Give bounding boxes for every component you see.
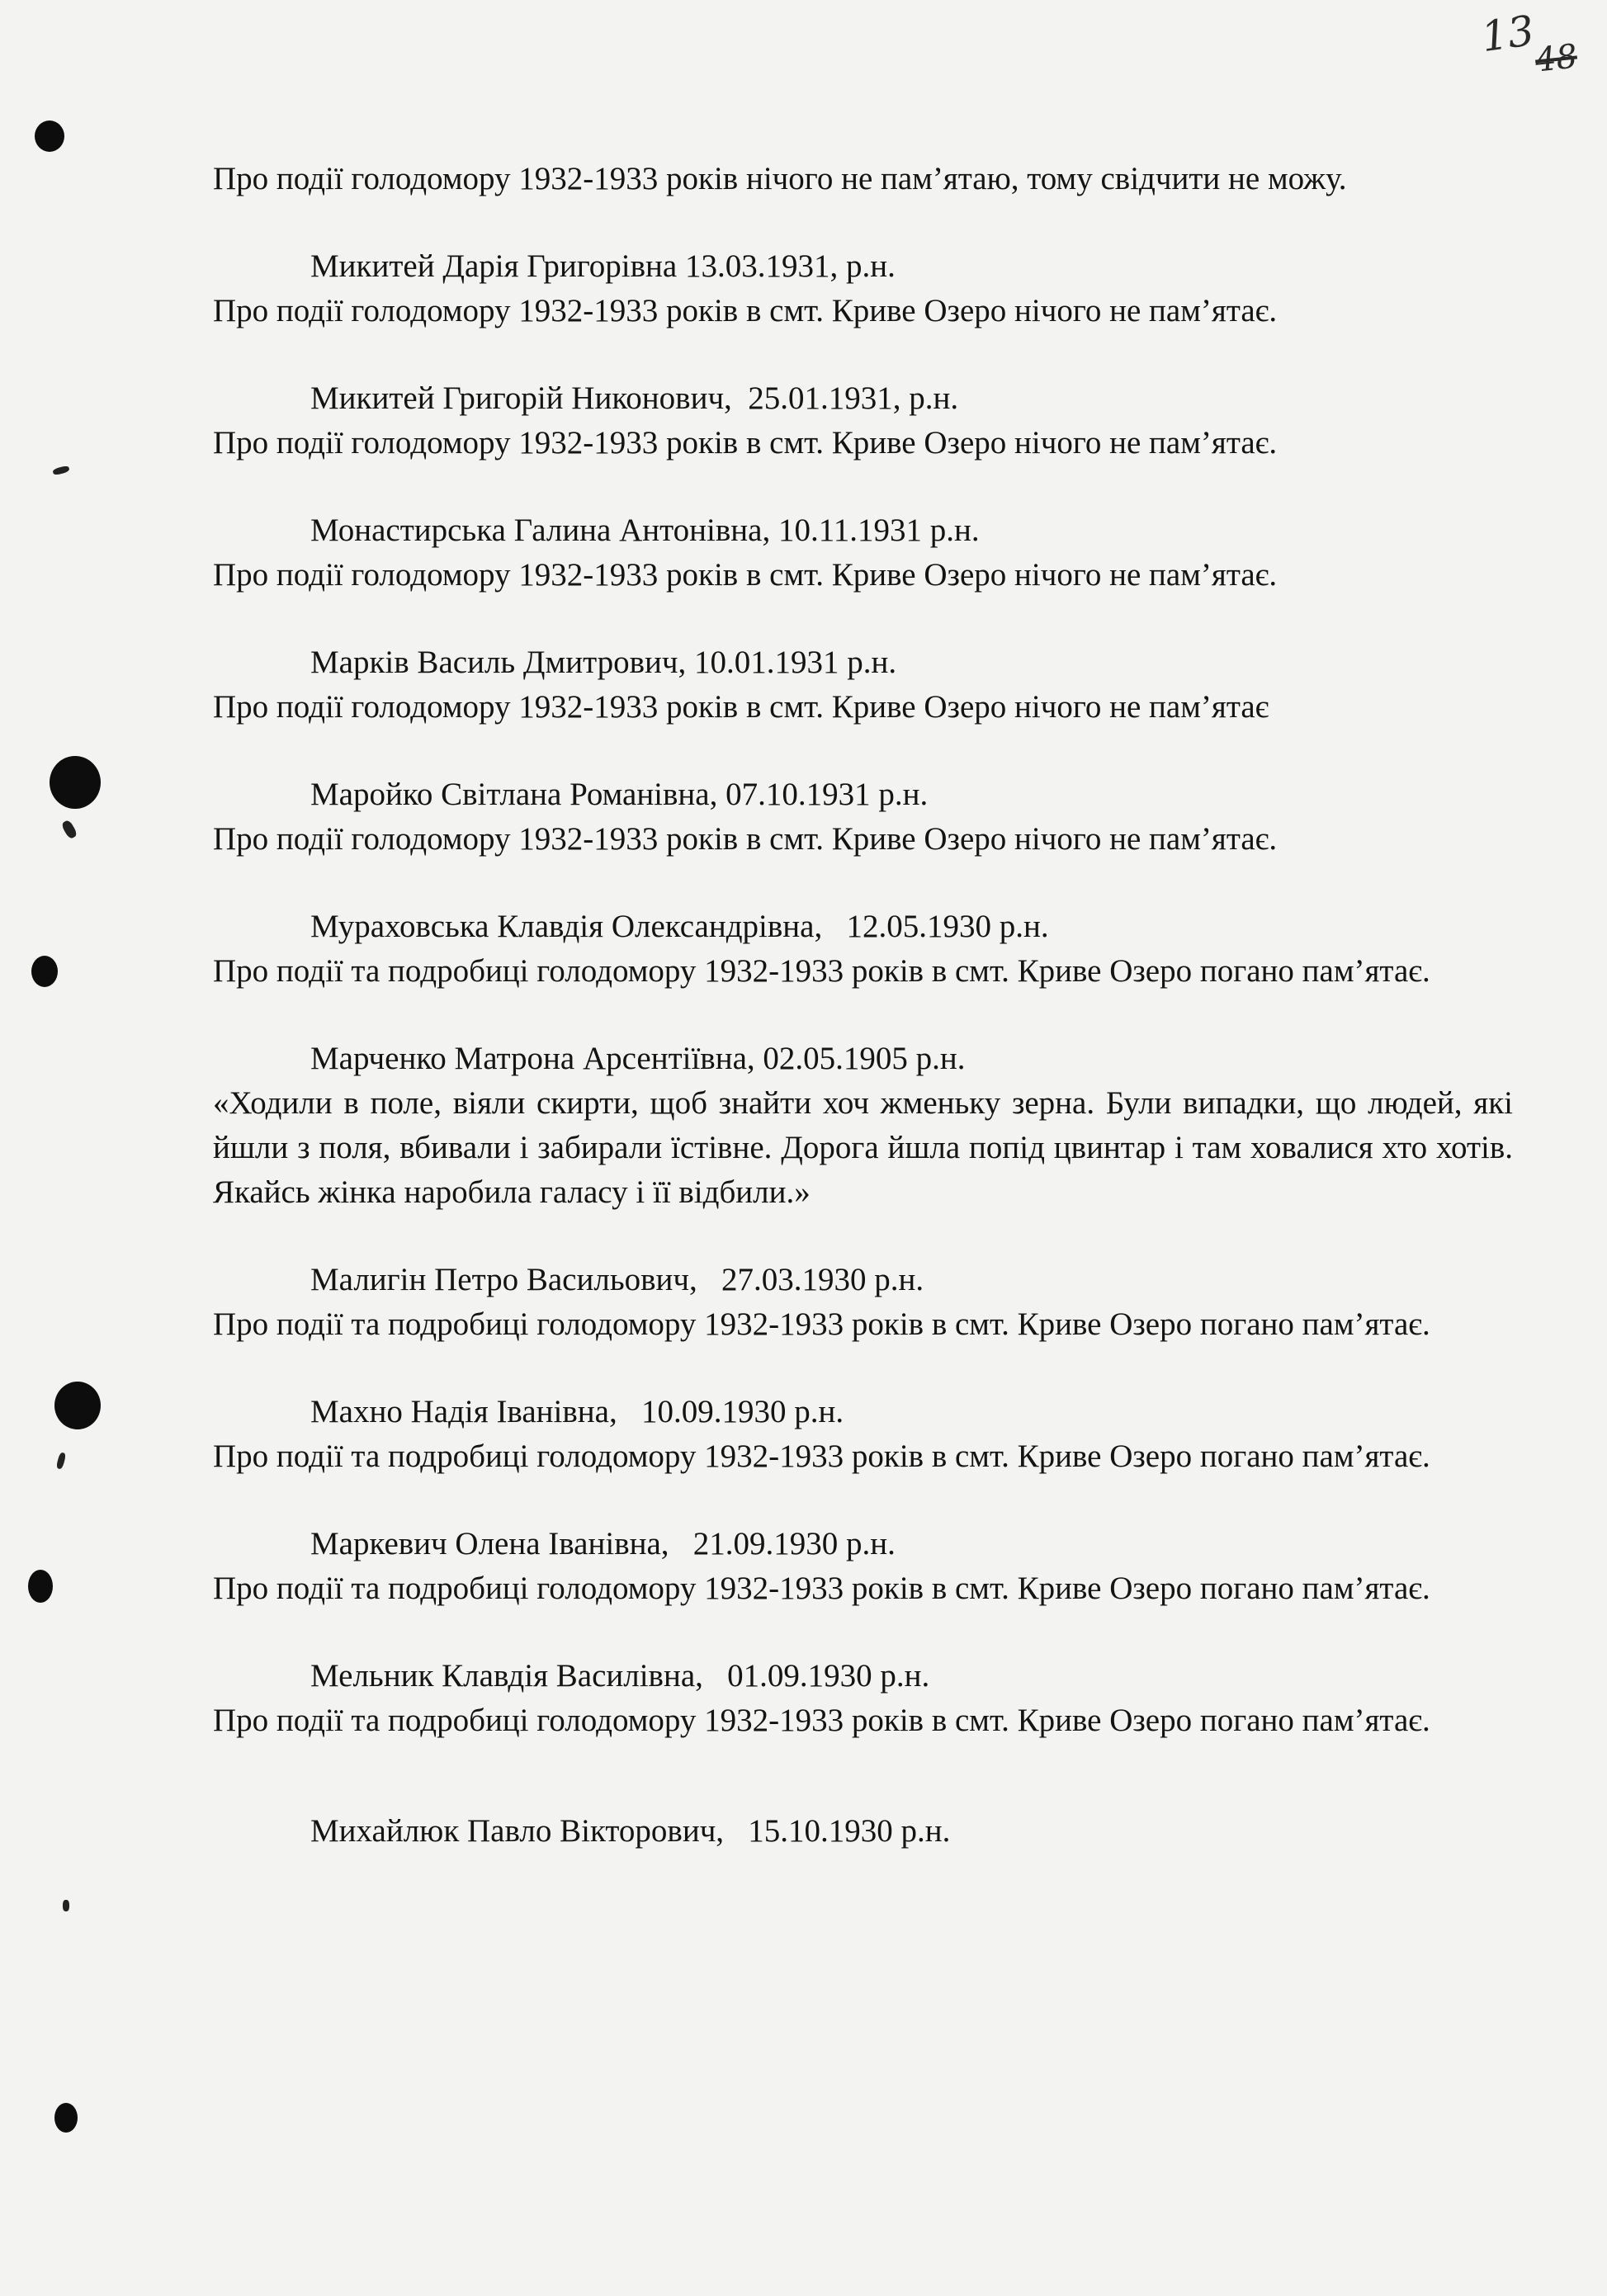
- witness-heading: Микитей Дарія Григорівна 13.03.1931, р.н.: [310, 248, 896, 284]
- witness-heading: Марченко Матрона Арсентіївна, 02.05.1905 р.н.: [310, 1041, 966, 1076]
- witness-statement: Про події та подробиці голодомору 1932-1933 років в смт. Криве Озеро погано пам’ятає.: [213, 1703, 1430, 1738]
- intro-paragraph: Про події голодомору 1932-1933 років нічого не пам’ятаю, тому свідчити не можу.: [213, 161, 1347, 196]
- testimony-entry: [213, 1809, 1513, 1854]
- witness-statement: Про події голодомору 1932-1933 років в смт. Криве Озеро нічого не пам’ятає: [213, 689, 1269, 725]
- witness-statement: Про події та подробиці голодомору 1932-1933 років в смт. Криве Озеро погано пам’ятає.: [213, 1439, 1430, 1474]
- witness-heading: Марків Василь Дмитрович, 10.01.1931 р.н.: [310, 645, 897, 680]
- punch-hole: [50, 756, 101, 809]
- testimony-entry: [213, 244, 1513, 333]
- testimony-entry: [213, 905, 1513, 994]
- handwritten-page-number: 13: [1478, 6, 1538, 62]
- testimony-entry: [213, 1390, 1513, 1479]
- document-body: [213, 157, 1513, 1897]
- witness-statement: Про події та подробиці голодомору 1932-1933 років в смт. Криве Озеро погано пам’ятає.: [213, 1571, 1430, 1606]
- punch-hole: [35, 120, 64, 152]
- testimony-entry: [213, 508, 1513, 598]
- testimony-entry: [213, 1037, 1513, 1215]
- witness-statement: Про події голодомору 1932-1933 років в смт. Криве Озеро нічого не пам’ятає.: [213, 425, 1278, 461]
- testimony-entry: [213, 376, 1513, 465]
- scan-speck: [60, 819, 78, 839]
- witness-statement: Про події та подробиці голодомору 1932-1933 років в смт. Криве Озеро погано пам’ятає.: [213, 1306, 1430, 1342]
- punch-hole: [31, 956, 58, 987]
- witness-statement: Про події голодомору 1932-1933 років в смт. Криве Озеро нічого не пам’ятає.: [213, 821, 1278, 857]
- struck-page-number: 48: [1533, 37, 1580, 80]
- punch-hole: [54, 1382, 101, 1429]
- testimony-entry: [213, 1522, 1513, 1611]
- witness-heading: Микитей Григорій Никонович, 25.01.1931, р.н.: [310, 380, 959, 416]
- scan-speck: [52, 465, 69, 476]
- testimony-entry: [213, 1258, 1513, 1347]
- testimony-entry: [213, 1654, 1513, 1743]
- punch-hole: [54, 2103, 78, 2133]
- witness-heading: Малигін Петро Васильович, 27.03.1930 р.н.: [310, 1262, 924, 1297]
- scan-speck: [56, 1452, 67, 1469]
- punch-hole: [28, 1570, 53, 1603]
- testimony-entry: [213, 772, 1513, 862]
- witness-statement: Про події голодомору 1932-1933 років в смт. Криве Озеро нічого не пам’ятає.: [213, 557, 1278, 593]
- witness-heading: Михайлюк Павло Вікторович, 15.10.1930 р.н.: [310, 1813, 951, 1849]
- witness-heading: Махно Надія Іванівна, 10.09.1930 р.н.: [310, 1394, 844, 1429]
- witness-heading: Монастирська Галина Антонівна, 10.11.1931 р.н.: [310, 513, 980, 548]
- testimony-entry: [213, 640, 1513, 730]
- witness-heading: Мельник Клавдія Василівна, 01.09.1930 р.н.: [310, 1658, 930, 1694]
- witness-heading: Маройко Світлана Романівна, 07.10.1931 р.н.: [310, 777, 929, 812]
- scan-speck: [63, 1900, 69, 1911]
- witness-statement: Про події голодомору 1932-1933 років в смт. Криве Озеро нічого не пам’ятає.: [213, 293, 1278, 328]
- witness-statement: Про події та подробиці голодомору 1932-1933 років в смт. Криве Озеро погано пам’ятає.: [213, 953, 1430, 989]
- witness-heading: Маркевич Олена Іванівна, 21.09.1930 р.н.: [310, 1526, 896, 1561]
- witness-statement: «Ходили в поле, віяли скирти, щоб знайти хоч жменьку зерна. Були випадки, що людей, які йшли з поля, вбивали і забирали їстівне. Дорога йшла попід цвинтар і там ховалися хто хотів. Якайсь жінка наробила галасу і її відбили.»: [213, 1085, 1513, 1210]
- witness-heading: Мураховська Клавдія Олександрівна, 12.05.1930 р.н.: [310, 909, 1049, 944]
